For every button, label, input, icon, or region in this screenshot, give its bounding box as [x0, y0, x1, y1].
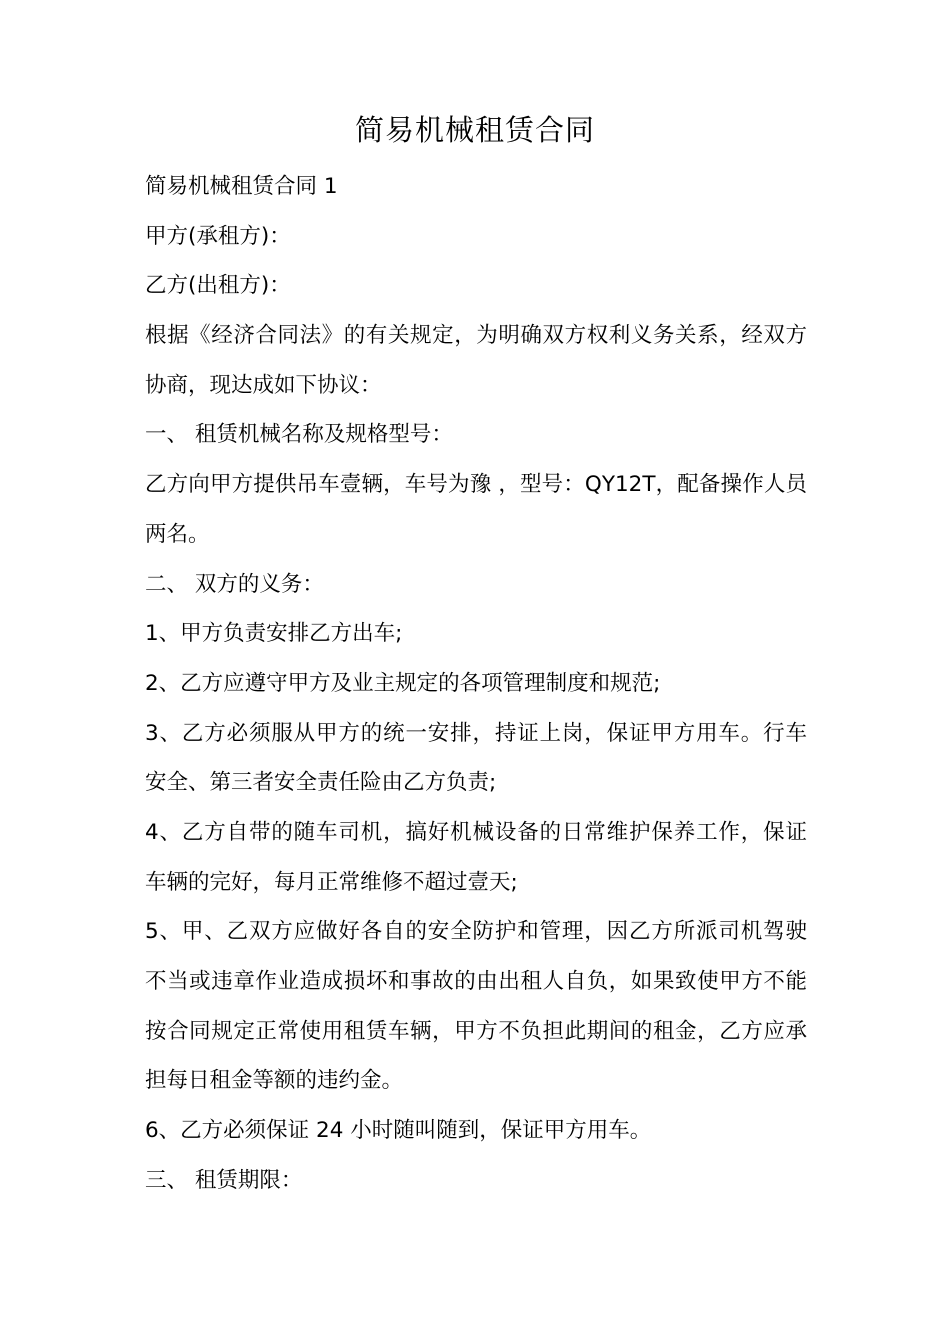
paragraph-line: 根据《经济合同法》的有关规定，为明确双方权利义务关系，经双方	[145, 323, 807, 349]
list-item-continuation: 担每日租金等额的违约金。	[145, 1068, 404, 1094]
section-heading: 二、 双方的义务：	[145, 571, 324, 597]
list-item-continuation: 车辆的完好，每月正常维修不超过壹天;	[145, 869, 518, 895]
paragraph-line: 两名。	[145, 521, 210, 547]
list-item: 1、甲方负责安排乙方出车;	[145, 621, 403, 647]
document-body	[145, 162, 807, 1205]
party-a-line: 甲方(承租方)：	[145, 223, 291, 249]
list-item: 3、乙方必须服从甲方的统一安排，持证上岗，保证甲方用车。行车	[145, 720, 807, 746]
list-item-continuation: 安全、第三者安全责任险由乙方负责;	[145, 770, 497, 796]
list-item: 4、乙方自带的随车司机，搞好机械设备的日常维护保养工作，保证	[145, 819, 807, 845]
list-item-continuation: 按合同规定正常使用租赁车辆，甲方不负担此期间的租金，乙方应承	[145, 1018, 807, 1044]
party-b-line: 乙方(出租方)：	[145, 273, 291, 299]
paragraph-line: 乙方向甲方提供吊车壹辆，车号为豫 ，型号：QY12T，配备操作人员	[145, 472, 807, 498]
section-heading: 三、 租赁期限：	[145, 1167, 303, 1193]
paragraph-line: 协商，现达成如下协议：	[145, 372, 382, 398]
list-item: 5、甲、乙双方应做好各自的安全防护和管理，因乙方所派司机驾驶	[145, 919, 807, 945]
list-item-continuation: 不当或违章作业造成损坏和事故的由出租人自负，如果致使甲方不能	[145, 969, 807, 994]
list-item: 6、乙方必须保证 24 小时随叫随到，保证甲方用车。	[145, 1118, 652, 1144]
document-title: 简易机械租赁合同	[354, 113, 595, 147]
section-heading: 一、 租赁机械名称及规格型号：	[145, 422, 453, 448]
subtitle-line: 简易机械租赁合同 1	[145, 174, 338, 199]
list-item: 2、乙方应遵守甲方及业主规定的各项管理制度和规范;	[145, 670, 661, 696]
